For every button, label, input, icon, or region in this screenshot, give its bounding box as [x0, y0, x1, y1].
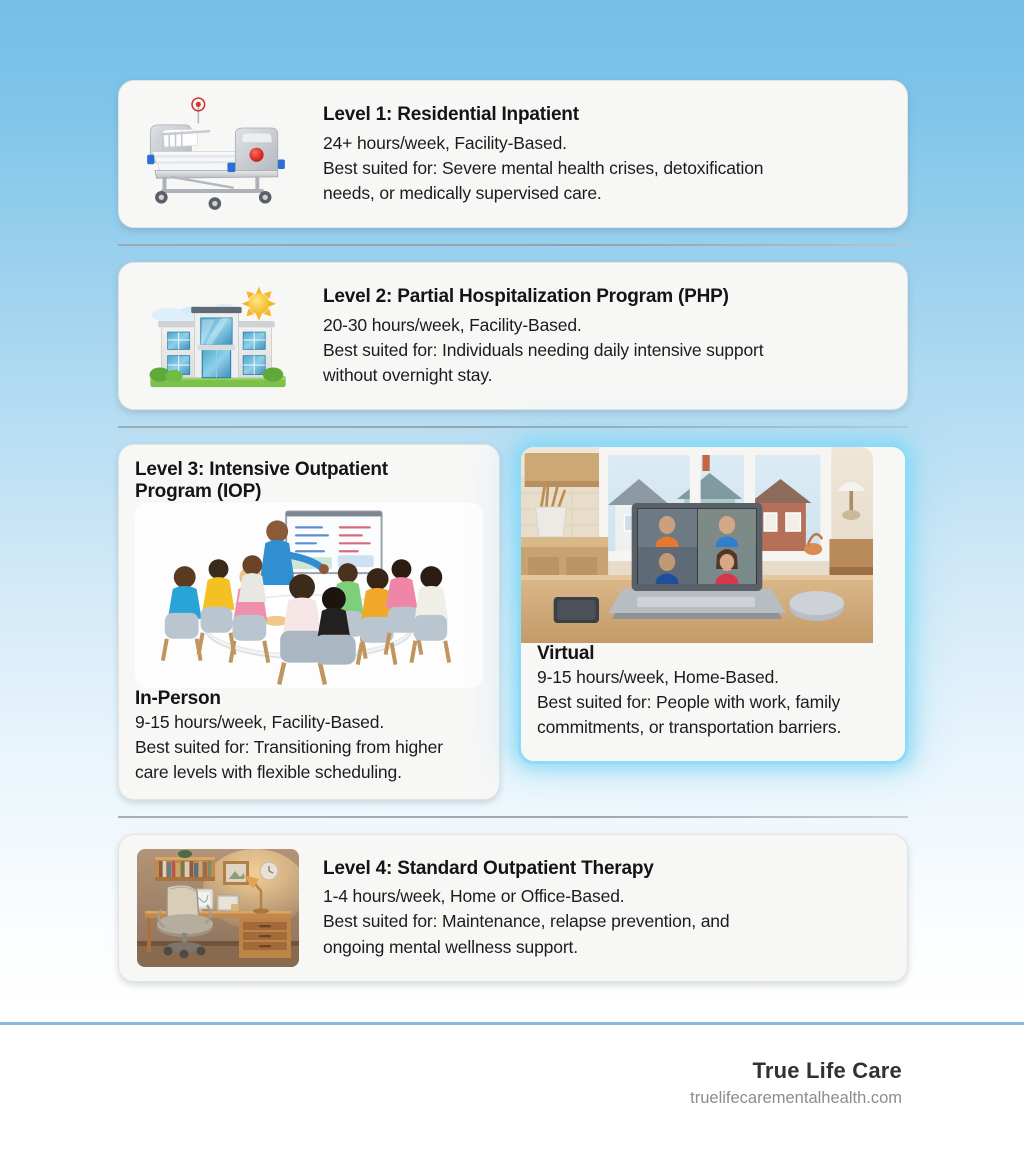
- level-1-title: Level 1: Residential Inpatient: [323, 104, 579, 126]
- level-3-title-line-2: Program (IOP): [135, 480, 262, 502]
- level-1-hours: 24+ hours/week, Facility-Based.: [323, 132, 567, 153]
- footer: [690, 1058, 902, 1108]
- level-3-virtual-text: [537, 643, 889, 740]
- level-3-row: [118, 444, 908, 800]
- level-3-in-person-text: [135, 688, 483, 785]
- level-3-virtual-card[interactable]: [518, 444, 908, 764]
- virtual-label: Virtual: [537, 643, 595, 664]
- in-person-label: In-Person: [135, 687, 221, 709]
- hospital-bed-icon: [137, 95, 299, 213]
- level-2-suited-line-2: without overnight stay.: [323, 364, 493, 385]
- level-4-text: [323, 856, 889, 960]
- level-4-hours: 1-4 hours/week, Home or Office-Based.: [323, 886, 625, 907]
- level-4-suited-line-2: ongoing mental wellness support.: [323, 936, 578, 957]
- virtual-suited-line-1: Best suited for: People with work, family: [537, 691, 841, 712]
- level-4-card[interactable]: [118, 834, 908, 982]
- level-4-title: Level 4: Standard Outpatient Therapy: [323, 857, 654, 879]
- level-2-hours: 20-30 hours/week, Facility-Based.: [323, 314, 582, 335]
- footer-divider-rule: [0, 1022, 1024, 1025]
- divider-1: [118, 244, 908, 246]
- brand-name: True Life Care: [752, 1058, 902, 1083]
- level-2-text: [323, 284, 889, 388]
- in-person-hours: 9-15 hours/week, Facility-Based.: [135, 711, 385, 732]
- level-1-suited-line-2: needs, or medically supervised care.: [323, 182, 602, 203]
- laptop-video-call-icon: [521, 447, 873, 643]
- level-1-text: [323, 102, 889, 206]
- virtual-hours: 9-15 hours/week, Home-Based.: [537, 666, 779, 687]
- level-3-title-line-1: Level 3: Intensive Outpatient: [135, 459, 388, 480]
- in-person-suited-line-2: care levels with flexible scheduling.: [135, 761, 402, 782]
- group-therapy-icon: [135, 503, 483, 688]
- divider-3: [118, 816, 908, 818]
- level-3-in-person-card[interactable]: [118, 444, 500, 800]
- level-1-suited-line-1: Best suited for: Severe mental health crises, detoxification: [323, 157, 764, 178]
- virtual-suited-line-2: commitments, or transportation barriers.: [537, 716, 842, 737]
- level-2-title: Level 2: Partial Hospitalization Program (PHP): [323, 286, 729, 308]
- divider-2: [118, 426, 908, 428]
- level-1-card[interactable]: [118, 80, 908, 228]
- level-2-card[interactable]: [118, 262, 908, 410]
- in-person-suited-line-1: Best suited for: Transitioning from higher: [135, 736, 443, 757]
- website-url[interactable]: truelifecarementalhealth.com: [690, 1089, 902, 1107]
- level-4-suited-line-1: Best suited for: Maintenance, relapse prevention, and: [323, 911, 730, 932]
- level-2-suited-line-1: Best suited for: Individuals needing daily intensive support: [323, 339, 764, 360]
- home-office-desk-icon: [137, 849, 299, 967]
- medical-building-icon: [137, 277, 299, 395]
- levels-of-care-stack: [118, 80, 908, 982]
